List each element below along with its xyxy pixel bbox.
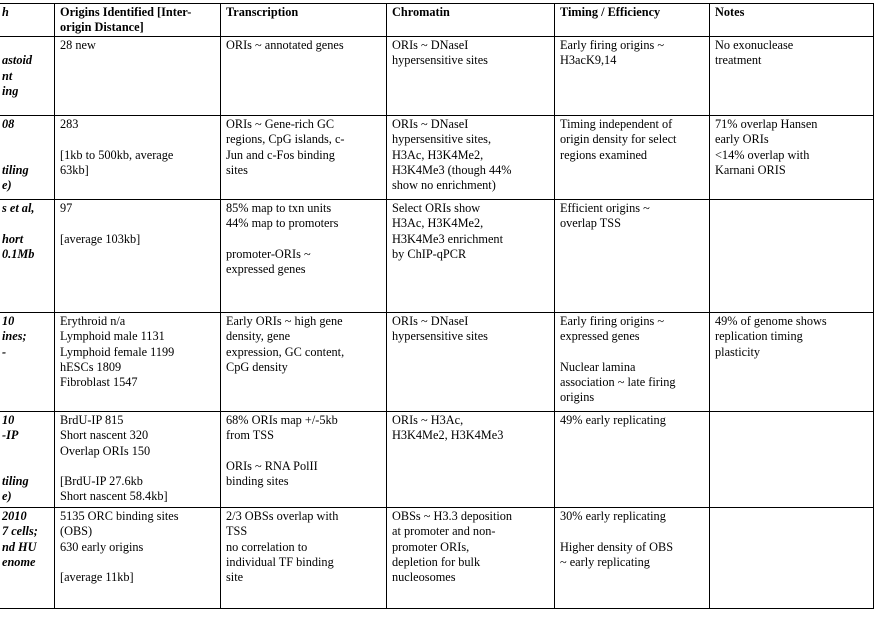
cell-line: nucleosomes [392,570,456,585]
cell-notes [710,412,874,508]
cell-line: 49% early replicating [560,413,666,427]
cut-off-caption [430,632,610,640]
cell-line: -IP [2,428,19,443]
cell-line: Overlap ORIs 150 [60,443,151,458]
cell-line: hypersensitive sites [392,329,488,344]
cell-line: [average 11kb] [60,570,134,585]
cell-line: Erythroid n/a [60,314,126,328]
cell-line: TSS [226,524,248,539]
cell-notes [710,313,874,412]
cell-line: ORIs ~ DNaseI [392,314,469,328]
cell-chromatin [387,508,555,609]
cell-line: 68% ORIs map +/-5kb [226,413,338,427]
cell-line: expressed genes [560,329,640,344]
cell-line: from TSS [226,428,274,443]
cell-line: 28 new [60,38,96,52]
cell-line: sites [226,162,248,177]
cell-line [60,132,215,147]
cell-timing [555,412,710,508]
cell-line: ing [2,83,19,98]
cell-line: density, gene [226,329,291,344]
table-row [0,508,874,609]
cell-line: Short nascent 320 [60,428,149,443]
cell-line: [BrdU-IP 27.6kb [60,474,143,489]
cell-line: by ChIP-qPCR [392,246,467,261]
cell-origins [55,116,221,200]
cell-line: H3K4Me2, H3K4Me3 [392,428,504,443]
cell-line: origins [560,390,595,405]
table-row [0,313,874,412]
cell-line: Lymphoid female 1199 [60,344,175,359]
cell-line [60,555,215,570]
cell-line: at promoter and non- [392,524,496,539]
cell-line: 97 [60,201,73,215]
cell-line: Short nascent 58.4kb] [60,489,168,504]
cell-line: [average 103kb] [60,231,141,246]
cell-chromatin [387,412,555,508]
cell-line: ORIs ~ RNA PolII [226,458,318,473]
cell-line: ORIs ~ DNaseI [392,117,469,131]
cell-line: e) [2,489,12,504]
cell-line: H3Ac, H3K4Me2, [392,216,484,231]
cell-line: Efficient origins ~ [560,201,650,215]
cell-timing [555,37,710,116]
cell-line: plasticity [715,344,761,359]
cell-line: nt [2,68,13,83]
cell-timing [555,508,710,609]
cell-line [60,459,215,474]
cell-line: s et al, [2,201,35,215]
cell-line: association ~ late firing [560,375,676,390]
cell-line: no correlation to [226,539,308,554]
header-method: h [0,4,55,37]
cell-line: origin density for select [560,132,677,147]
cell-timing [555,313,710,412]
cell-line: H3acK9,14 [560,53,617,68]
cell-line: tiling [2,162,29,177]
cell-method [0,412,55,508]
cell-origins [55,313,221,412]
cell-line: promoter-ORIs ~ [226,246,311,261]
cell-transcription [221,508,387,609]
cell-line: CpG density [226,359,288,374]
header-transcription: Transcription [221,4,387,37]
table-row [0,200,874,313]
cell-line: astoid [2,53,33,68]
cell-line: regions examined [560,147,648,162]
cell-line: 7 cells; [2,524,38,539]
cell-line: e) [2,178,12,193]
replication-origins-table [0,3,874,609]
cell-line: site [226,570,244,585]
cell-line: promoter ORIs, [392,539,470,554]
cell-line: depletion for bulk [392,554,481,569]
cell-line: regions, CpG islands, c- [226,132,345,147]
cell-transcription [221,200,387,313]
cell-method [0,37,55,116]
cell-method [0,116,55,200]
cell-line: <14% overlap with [715,147,810,162]
cell-origins [55,412,221,508]
cell-chromatin [387,37,555,116]
cell-transcription [221,116,387,200]
cell-line: early ORIs [715,132,769,147]
cell-line: 44% map to promoters [226,216,339,231]
cell-line [2,132,49,147]
cell-line: treatment [715,53,762,68]
cell-line: Lymphoid male 1131 [60,329,165,344]
cell-line: 5135 ORC binding sites [60,509,179,523]
cell-line [226,232,381,247]
cell-method [0,200,55,313]
cell-line: show no enrichment) [392,178,496,193]
cell-line: ORIs ~ Gene-rich GC [226,117,335,131]
cell-line: H3Ac, H3K4Me2, [392,147,484,162]
cell-line: 08 [2,117,15,131]
cell-line: Early firing origins ~ [560,314,664,328]
cell-notes [710,37,874,116]
table-row [0,116,874,200]
cell-line: expression, GC content, [226,344,345,359]
cell-line: 283 [60,117,79,131]
header-chromatin: Chromatin [387,4,555,37]
cell-line [2,459,49,474]
cell-line: expressed genes [226,262,306,277]
cell-line [560,345,704,360]
cell-line: Timing independent of [560,117,673,131]
cell-notes [710,508,874,609]
cell-line [2,216,49,231]
header-timing: Timing / Efficiency [555,4,710,37]
cell-line: 2/3 OBSs overlap with [226,509,339,523]
cell-line: ~ early replicating [560,554,650,569]
cell-line: (OBS) [60,524,93,539]
cell-line: binding sites [226,474,289,489]
cell-line: H3K4Me3 enrichment [392,231,503,246]
cell-chromatin [387,313,555,412]
cell-line [2,38,49,53]
cell-line: H3K4Me3 (though 44% [392,162,512,177]
cell-origins [55,37,221,116]
cell-line: Early firing origins ~ [560,38,664,52]
cell-line: Karnani ORIS [715,162,786,177]
cell-line: - [2,344,7,359]
cell-line: 10 [2,314,15,328]
cell-line [226,444,381,459]
cell-line: 63kb] [60,162,89,177]
cell-line: enome [2,554,36,569]
cell-line: 71% overlap Hansen [715,117,818,131]
cell-line: 49% of genome shows [715,314,827,328]
cell-line: hESCs 1809 [60,359,122,374]
cell-line: Fibroblast 1547 [60,375,138,390]
cell-line: nd HU [2,539,37,554]
cell-line: [1kb to 500kb, average [60,147,174,162]
cell-method [0,508,55,609]
header-origins: Origins Identified [Inter-origin Distance] [55,4,221,37]
cell-notes [710,116,874,200]
cell-chromatin [387,200,555,313]
cell-line [2,148,49,163]
cell-line: replication timing [715,329,803,344]
cell-line: ORIs ~ annotated genes [226,38,344,52]
cell-line: 10 [2,413,15,427]
cell-origins [55,200,221,313]
table-row [0,412,874,508]
cell-line: 85% map to txn units [226,201,332,215]
cell-line [60,216,215,231]
cell-line: tiling [2,474,29,489]
cell-line: ORIs ~ H3Ac, [392,413,464,427]
cell-line: OBSs ~ H3.3 deposition [392,509,513,523]
cell-line: Select ORIs show [392,201,481,215]
cell-line: ines; [2,329,27,344]
cell-line: ORIs ~ DNaseI [392,38,469,52]
cell-line: 2010 [2,509,27,523]
cell-chromatin [387,116,555,200]
cell-line: 630 early origins [60,539,144,554]
cell-line [2,444,49,459]
cell-line: individual TF binding [226,554,334,569]
cell-method [0,313,55,412]
cell-line: overlap TSS [560,216,621,231]
cell-transcription [221,37,387,116]
cell-line: Jun and c-Fos binding [226,147,335,162]
table-row [0,37,874,116]
cell-line: hypersensitive sites [392,53,488,68]
cell-line [560,524,704,539]
cell-line: Higher density of OBS [560,539,674,554]
cell-notes [710,200,874,313]
cell-timing [555,116,710,200]
header-notes: Notes [710,4,874,37]
cell-origins [55,508,221,609]
cell-line: hypersensitive sites, [392,132,492,147]
cell-line: 30% early replicating [560,509,666,523]
cell-line: Early ORIs ~ high gene [226,314,343,328]
cell-line: 0.1Mb [2,246,35,261]
cell-timing [555,200,710,313]
cell-line: Nuclear lamina [560,359,636,374]
cell-line: BrdU-IP 815 [60,413,124,427]
cell-line: hort [2,231,24,246]
cell-transcription [221,412,387,508]
header-row [0,4,874,37]
cell-transcription [221,313,387,412]
cell-line: No exonuclease [715,38,794,52]
